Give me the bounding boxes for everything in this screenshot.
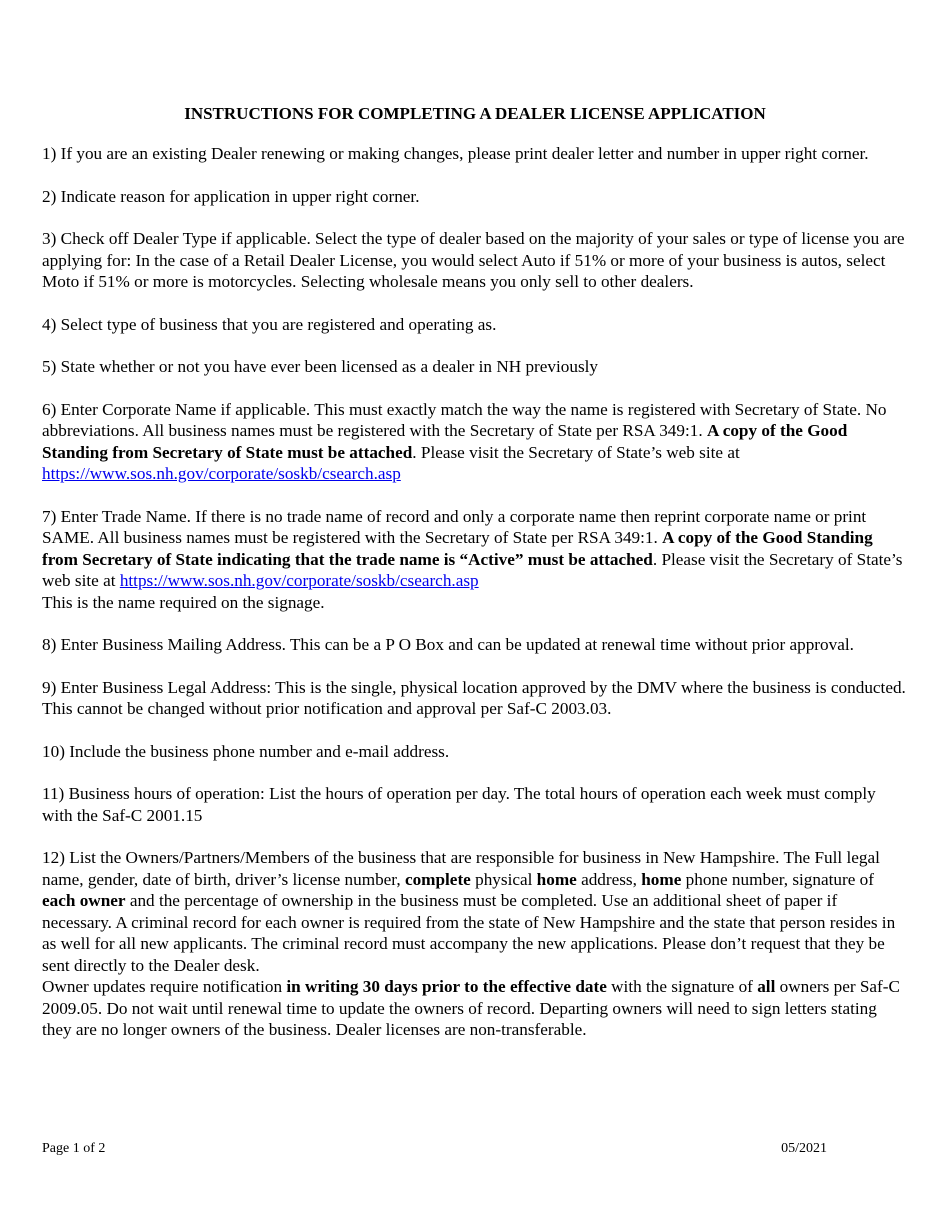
instruction-6: [42, 399, 908, 485]
revision-date: 05/2021: [781, 1141, 827, 1156]
instruction-12-text-5: and the percentage of ownership in the business must be completed. Use an additional sheet of paper if necessary. A criminal record for each owner is required from the state of New Hampshire and the state that person resides in as well for all new applicants. The criminal record must accompany the new applications. Please don’t request that they be sent directly to the Dealer desk.: [42, 891, 896, 975]
instruction-10: 10) Include the business phone number and e-mail address.: [42, 741, 450, 761]
page-title: INSTRUCTIONS FOR COMPLETING A DEALER LICENSE APPLICATION: [184, 104, 766, 123]
owner-updates-text-3: owners per Saf-C 2009.05. Do not wait until renewal time to update the owners of record. Departing owners will need to sign letters stating they are no longer owners of the business. Dealer licenses are non-transferable.: [42, 977, 900, 1039]
instruction-7-text: 7) Enter Trade Name. If there is no trade name of record and only a corporate name then reprint corporate name or print SAME. All business names must be registered with the Secretary of State per RSA 349:1.: [42, 506, 867, 547]
instruction-4: 4) Select type of business that you are registered and operating as.: [42, 314, 497, 334]
sos-search-link[interactable]: https://www.sos.nh.gov/corporate/soskb/csearch.asp: [42, 464, 401, 483]
instruction-2: 2) Indicate reason for application in upper right corner.: [42, 186, 420, 206]
owner-updates-bold-deadline: in writing 30 days prior to the effective date: [286, 977, 607, 996]
instruction-12-bold-home: home: [536, 869, 577, 889]
owner-updates-text-2: with the signature of: [606, 977, 758, 996]
instruction-1: 1) If you are an existing Dealer renewing or making changes, please print dealer letter and number in upper right corner.: [42, 144, 869, 163]
instruction-6-bold: A copy of the Good Standing from Secretary of State must be attached: [42, 421, 848, 462]
instruction-3: 3) Check off Dealer Type if applicable. Select the type of dealer based on the majority of your sales or type of license you are applying for: In the case of a Retail Dealer License, you would select Auto if 51% or more of your business is autos, select Moto if 51% or more is motorcycles. Selecting wholesale means you only sell to other dealers.: [42, 229, 905, 291]
owner-updates-bold-all: all: [757, 977, 776, 996]
instruction-12-text: 12) List the Owners/Partners/Members of the business that are responsible for business in New Hampshire. The Full legal name, gender, date of birth, driver’s license number,: [42, 848, 880, 889]
instruction-12-text-3: address,: [576, 869, 642, 889]
instruction-12: [42, 847, 908, 1041]
instruction-12-bold-complete: complete: [404, 869, 471, 889]
instructions-page: [42, 104, 908, 1062]
instruction-5: 5) State whether or not you have ever been licensed as a dealer in NH previously: [42, 357, 599, 376]
instruction-7-bold: A copy of the Good Standing from Secretary of State indicating that the trade name is “Active” must be attached: [42, 528, 873, 569]
owner-updates-text: Owner updates require notification: [42, 977, 287, 996]
instruction-7: [42, 506, 908, 614]
instruction-12-text-2: physical: [470, 869, 537, 889]
instruction-8: 8) Enter Business Mailing Address. This can be a P O Box and can be updated at renewal time without prior approval.: [42, 635, 854, 654]
instruction-11: 11) Business hours of operation: List the hours of operation per day. The total hours of operation each week must comply with the Saf-C 2001.15: [42, 784, 876, 825]
page-number: Page 1 of 2: [42, 1141, 106, 1156]
instruction-7-signage-note: This is the name required on the signage.: [42, 592, 325, 612]
instruction-9: 9) Enter Business Legal Address: This is the single, physical location approved by the DMV where the business is conducted. This cannot be changed without prior notification and approval per Saf-C 2003.03.: [42, 677, 906, 718]
instruction-6-text: 6) Enter Corporate Name if applicable. This must exactly match the way the name is registered with Secretary of State. No abbreviations. All business names must be registered with the Secretary of State per RSA 349:1.: [42, 399, 887, 440]
page-footer: [42, 1141, 827, 1157]
instruction-12-bold-home-2: home: [641, 869, 682, 889]
instruction-12-text-4: phone number, signature of: [681, 869, 874, 889]
instruction-6-text-2: . Please visit the Secretary of State’s web site at: [412, 442, 740, 462]
instruction-7-text-2: . Please visit the Secretary of State’s web site at: [42, 549, 903, 590]
instruction-12-bold-each-owner: each owner: [42, 891, 126, 910]
sos-search-link-2[interactable]: https://www.sos.nh.gov/corporate/soskb/csearch.asp: [119, 571, 479, 590]
